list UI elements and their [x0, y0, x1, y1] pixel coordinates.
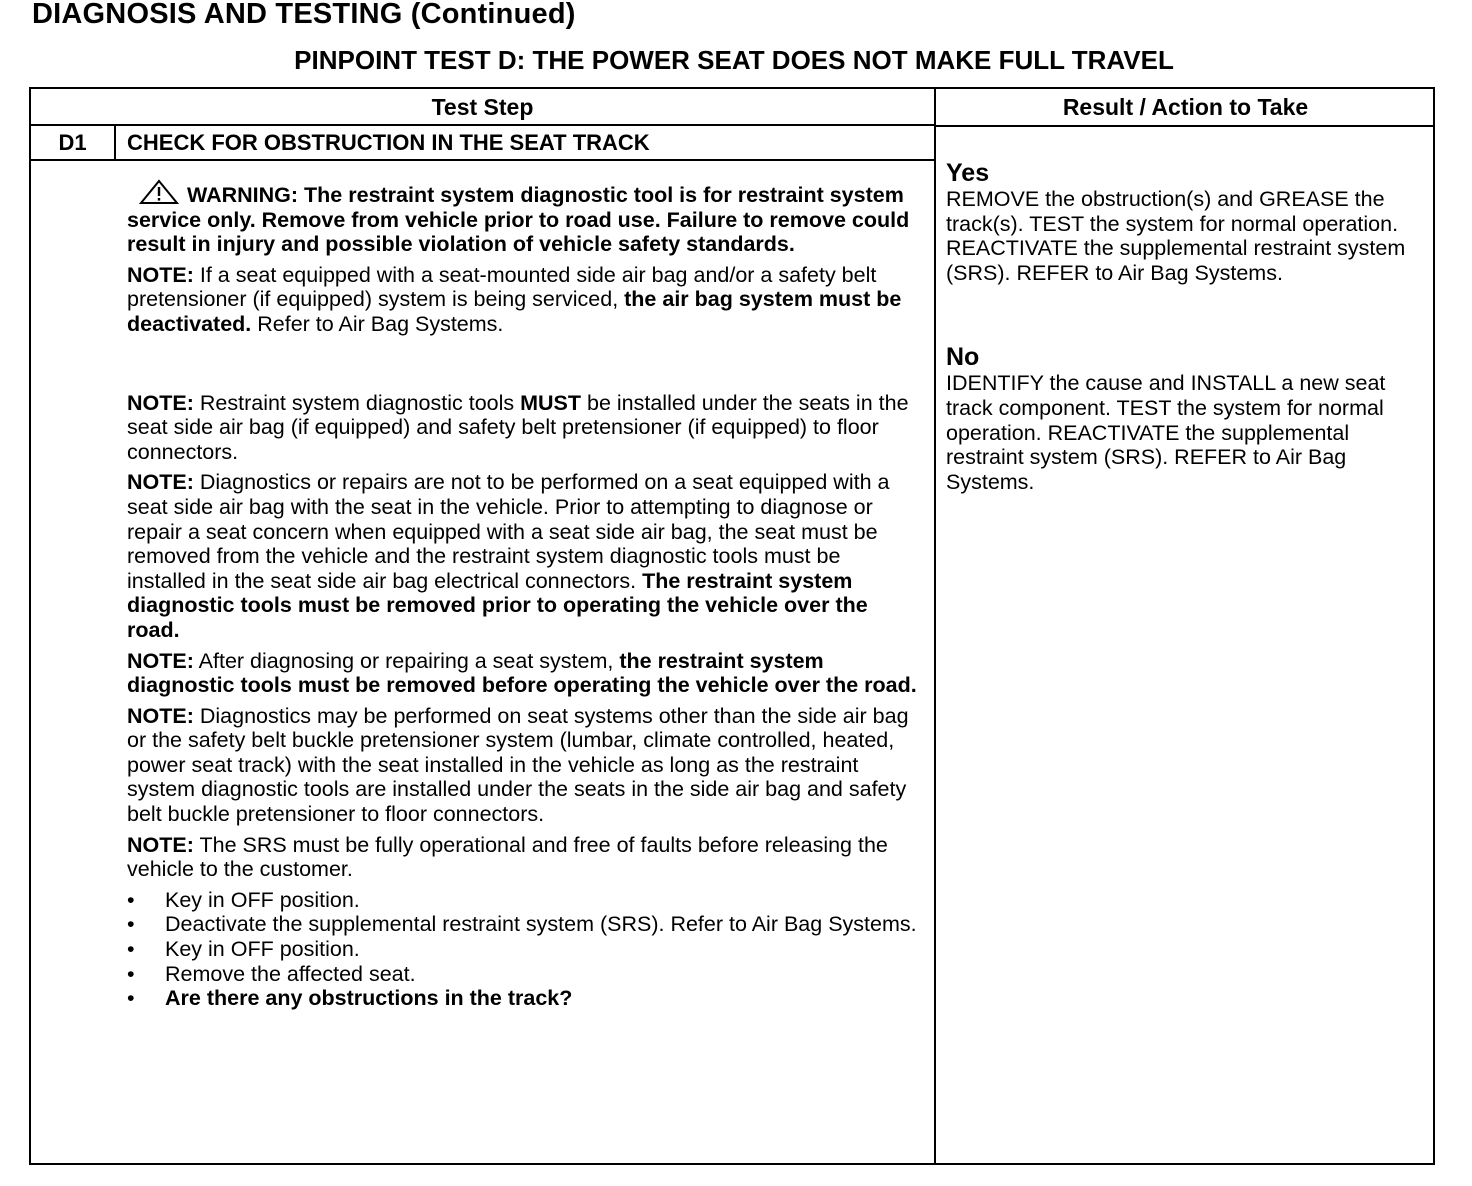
bullet: •: [127, 961, 135, 986]
note-3-text: Diagnostics or repairs are not to be performed on a seat equipped with a seat side air bag with the seat in the vehicle. Prior to attempting to diagnose or repair a seat concern when equipped with a seat side air bag, the seat must be removed from the vehicle and the restraint system diagnostic tools must be installed in the seat side air bag electrical connectors.: [127, 470, 890, 593]
note-4-bold: the restraint system diagnostic tools must be removed before operating the vehicle over the road.: [127, 648, 917, 698]
note-3-bold: The restraint system diagnostic tools must be removed prior to operating the vehicle over the road.: [127, 568, 868, 642]
note-6-text: The SRS must be fully operational and free of faults before releasing the vehicle to the customer.: [127, 832, 888, 882]
step-id-divider: [114, 125, 116, 160]
pinpoint-test-title: PINPOINT TEST D: THE POWER SEAT DOES NOT MAKE FULL TRAVEL: [294, 45, 1174, 75]
note-label: NOTE:: [127, 703, 194, 728]
step-body: [127, 181, 917, 1011]
page-heading: DIAGNOSIS AND TESTING (Continued): [32, 0, 576, 30]
note-label: NOTE:: [127, 648, 194, 673]
bullet: •: [127, 912, 135, 937]
list-item-text: Key in OFF position.: [165, 937, 360, 962]
header-divider-right: [934, 125, 1435, 127]
note-1-text: If a seat equipped with a seat-mounted side air bag and/or a safety belt pretensioner (if equipped) system is being serviced,: [127, 262, 877, 312]
list-item: [127, 888, 917, 913]
list-item-text: Remove the affected seat.: [165, 961, 416, 986]
step-title: CHECK FOR OBSTRUCTION IN THE SEAT TRACK: [127, 130, 650, 155]
note-4-text: After diagnosing or repairing a seat system,: [193, 648, 620, 673]
list-item-question: [127, 986, 917, 1011]
note-label: NOTE:: [127, 832, 194, 857]
result-no: [946, 343, 1428, 494]
note-2-text-a: Restraint system diagnostic tools: [193, 390, 521, 415]
note-2: [127, 391, 917, 465]
list-item-text: Deactivate the supplemental restraint system (SRS). Refer to Air Bag Systems.: [165, 912, 917, 937]
result-actions: [946, 159, 1428, 494]
bullet: •: [127, 986, 135, 1011]
warning-text: WARNING: The restraint system diagnostic tool is for restraint system service only. Remove from vehicle prior to road use. Failure to remove could result in injury and possible violation of vehicle safety standards.: [127, 183, 910, 257]
column-header-result: Result / Action to Take: [1062, 94, 1309, 120]
list-item: [127, 962, 917, 987]
bullet: •: [127, 887, 135, 912]
note-2-text-b: be installed under the seats in the seat side air bag (if equipped) and safety belt pretensioner (if equipped) to floor connectors.: [127, 390, 909, 464]
spacer: [127, 343, 917, 391]
note-5: [127, 704, 917, 827]
note-3: [127, 470, 917, 642]
pinpoint-test-table: [29, 87, 1435, 1165]
result-no-label: No: [946, 343, 980, 372]
step-question: Are there any obstructions in the track?: [165, 986, 573, 1011]
column-header-test-step: Test Step: [431, 94, 534, 120]
result-yes-text: REMOVE the obstruction(s) and GREASE the track(s). TEST the system for normal operation. REACTIVATE the supplemental restraint system (SRS). REFER to Air Bag Systems.: [946, 187, 1406, 285]
note-label: NOTE:: [127, 470, 194, 495]
note-4: [127, 649, 917, 698]
note-1: [127, 263, 917, 337]
warning-triangle-icon: [139, 179, 179, 205]
note-1-bold: the air bag system must be deactivated.: [127, 287, 902, 336]
list-item: [127, 937, 917, 962]
warning-paragraph: [127, 179, 917, 257]
result-yes: [946, 159, 1428, 285]
note-6: [127, 833, 917, 882]
step-actions-list: [127, 888, 917, 1011]
note-5-text: Diagnostics may be performed on seat systems other than the side air bag or the safety belt buckle pretensioner system (lumbar, climate controlled, heated, power seat track) with the seat installed in the vehicle as long as the restraint system diagnostic tools are installed under the seats in the side air bag and safety belt buckle pretensioner to floor connectors.: [127, 703, 909, 827]
list-item-text: Key in OFF position.: [165, 887, 360, 912]
column-divider: [934, 89, 936, 1163]
bullet: •: [127, 937, 135, 962]
note-1-tail: Refer to Air Bag Systems.: [251, 311, 504, 336]
note-label: NOTE:: [127, 262, 194, 287]
note-label: NOTE:: [127, 390, 194, 415]
list-item: [127, 912, 917, 937]
result-no-text: IDENTIFY the cause and INSTALL a new seat track component. TEST the system for normal operation. REACTIVATE the supplemental restraint system (SRS). REFER to Air Bag Systems.: [946, 371, 1386, 494]
result-yes-label: Yes: [946, 159, 990, 187]
step-id: D1: [58, 130, 87, 155]
note-2-bold: MUST: [520, 390, 582, 415]
